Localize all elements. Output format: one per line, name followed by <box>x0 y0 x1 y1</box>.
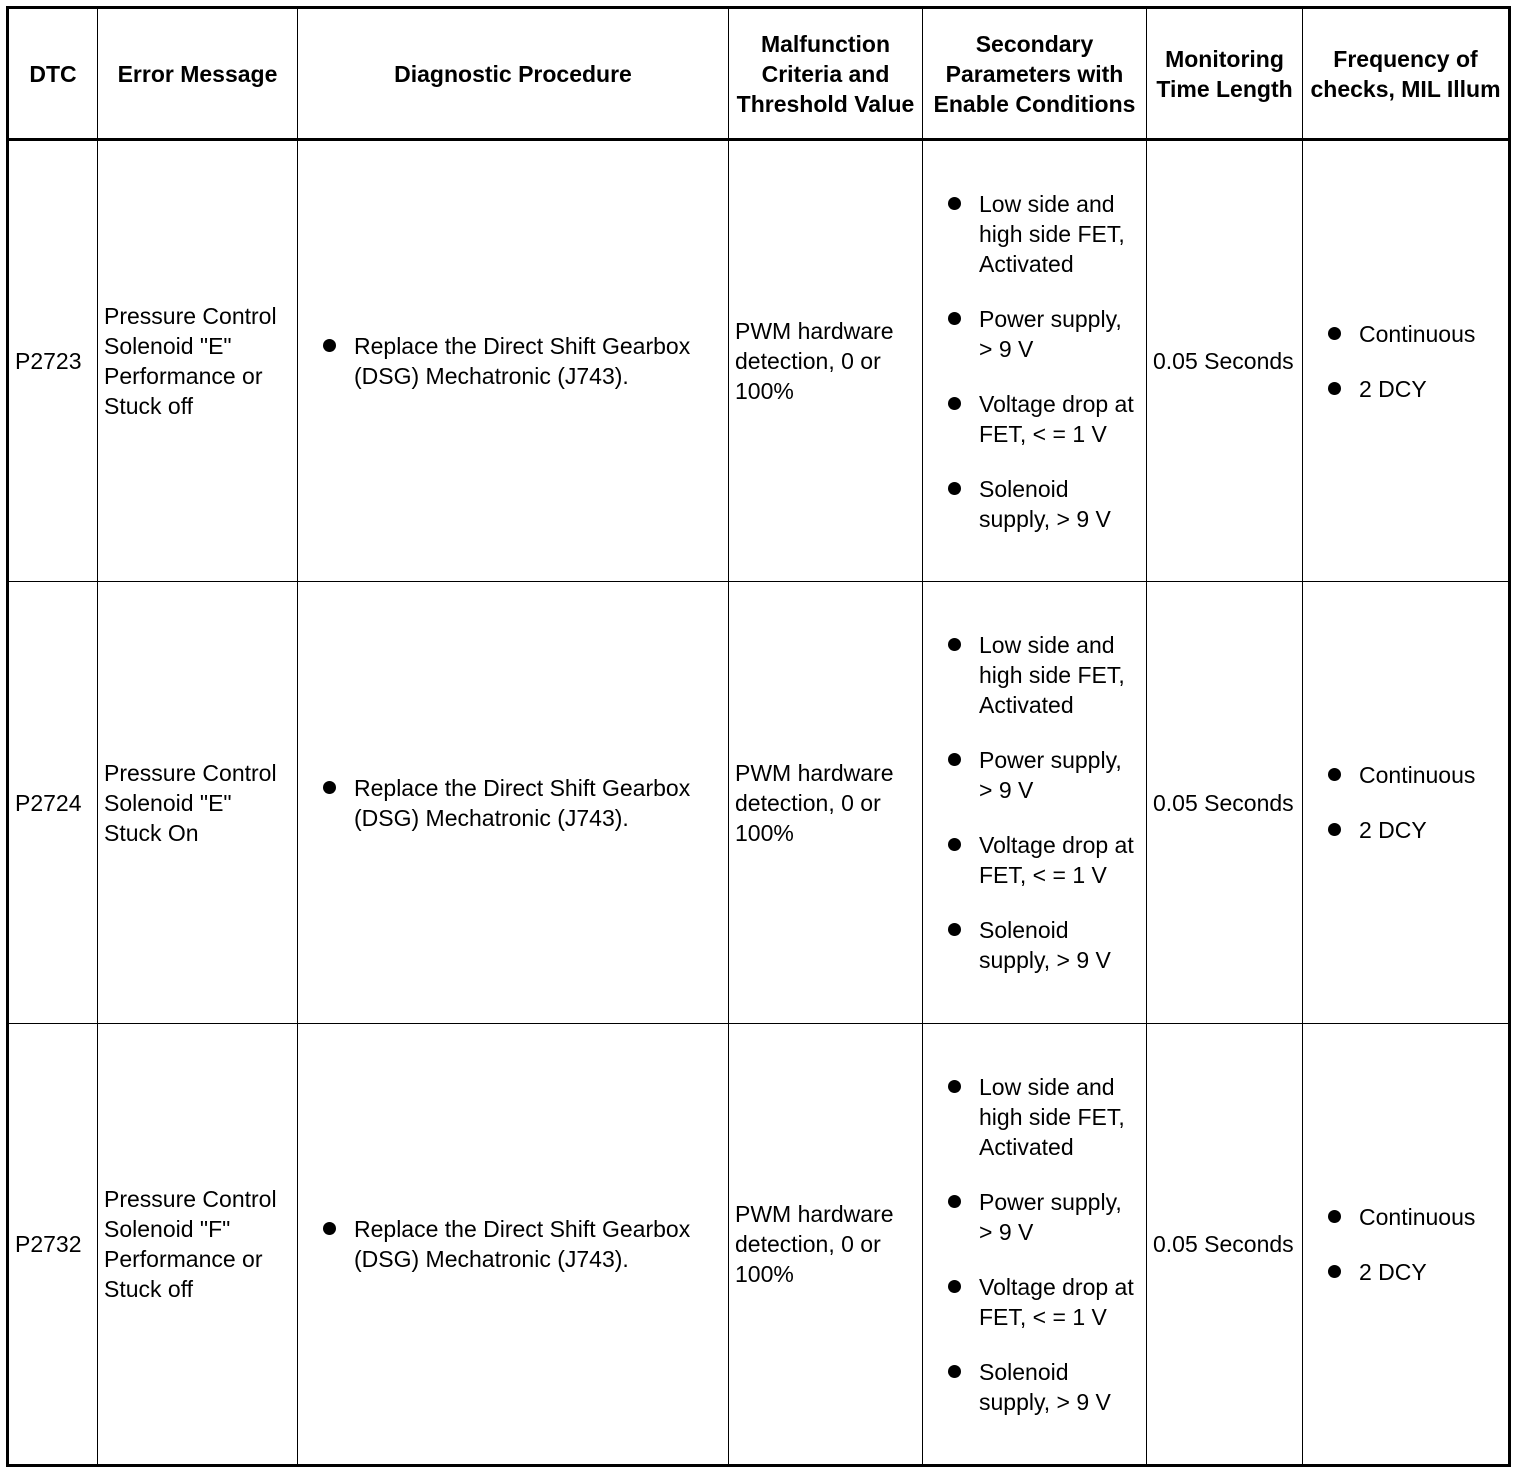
table-body <box>8 140 1510 1466</box>
dtc-code: P2724 <box>8 582 98 1024</box>
dtc-code: P2723 <box>8 140 98 582</box>
frequency-list <box>1309 319 1502 404</box>
table-row <box>8 582 1510 1024</box>
frequency-item: Continuous <box>1309 760 1502 790</box>
malfunction-criteria: PWM hardware detection, 0 or 100% <box>729 582 923 1024</box>
header-row <box>8 8 1510 140</box>
table-row <box>8 1024 1510 1466</box>
procedure-item: Replace the Direct Shift Gearbox (DSG) Mechatronic (J743). <box>304 1214 722 1274</box>
frequency-item: Continuous <box>1309 1202 1502 1232</box>
procedure-item: Replace the Direct Shift Gearbox (DSG) Mechatronic (J743). <box>304 331 722 391</box>
secondary-parameters <box>923 140 1147 582</box>
secondary-list <box>929 1072 1140 1417</box>
error-message: Pressure Control Solenoid "F" Performance or Stuck off <box>98 1024 298 1466</box>
secondary-item: Power supply, > 9 V <box>929 1187 1140 1247</box>
secondary-parameters <box>923 582 1147 1024</box>
dtc-code: P2732 <box>8 1024 98 1466</box>
secondary-list <box>929 630 1140 975</box>
frequency <box>1303 582 1510 1024</box>
table-row <box>8 140 1510 582</box>
monitoring-time: 0.05 Seconds <box>1147 1024 1303 1466</box>
malfunction-criteria: PWM hardware detection, 0 or 100% <box>729 1024 923 1466</box>
frequency <box>1303 140 1510 582</box>
secondary-item: Voltage drop at FET, < = 1 V <box>929 389 1140 449</box>
header-monitoring-time: Monitoring Time Length <box>1147 8 1303 140</box>
secondary-item: Solenoid supply, > 9 V <box>929 474 1140 534</box>
secondary-item: Low side and high side FET, Activated <box>929 1072 1140 1162</box>
secondary-list <box>929 189 1140 534</box>
malfunction-criteria: PWM hardware detection, 0 or 100% <box>729 140 923 582</box>
frequency-item: 2 DCY <box>1309 374 1502 404</box>
procedure-item: Replace the Direct Shift Gearbox (DSG) Mechatronic (J743). <box>304 773 722 833</box>
header-diagnostic-procedure: Diagnostic Procedure <box>298 8 729 140</box>
secondary-item: Voltage drop at FET, < = 1 V <box>929 830 1140 890</box>
monitoring-time: 0.05 Seconds <box>1147 582 1303 1024</box>
header-secondary-parameters: Secondary Parameters with Enable Conditions <box>923 8 1147 140</box>
frequency-item: Continuous <box>1309 319 1502 349</box>
secondary-item: Power supply, > 9 V <box>929 304 1140 364</box>
header-dtc: DTC <box>8 8 98 140</box>
header-malfunction-criteria: Malfunction Criteria and Threshold Value <box>729 8 923 140</box>
diagnostic-procedure <box>298 140 729 582</box>
frequency-list <box>1309 760 1502 845</box>
frequency <box>1303 1024 1510 1466</box>
monitoring-time: 0.05 Seconds <box>1147 140 1303 582</box>
frequency-item: 2 DCY <box>1309 815 1502 845</box>
secondary-item: Low side and high side FET, Activated <box>929 189 1140 279</box>
table-header <box>8 8 1510 140</box>
procedure-list <box>304 331 722 391</box>
frequency-list <box>1309 1202 1502 1287</box>
secondary-item: Low side and high side FET, Activated <box>929 630 1140 720</box>
header-frequency: Frequency of checks, MIL Illum <box>1303 8 1510 140</box>
header-error-message: Error Message <box>98 8 298 140</box>
error-message: Pressure Control Solenoid "E" Performance or Stuck off <box>98 140 298 582</box>
secondary-item: Solenoid supply, > 9 V <box>929 915 1140 975</box>
error-message: Pressure Control Solenoid "E" Stuck On <box>98 582 298 1024</box>
frequency-item: 2 DCY <box>1309 1257 1502 1287</box>
secondary-item: Solenoid supply, > 9 V <box>929 1357 1140 1417</box>
dtc-table <box>6 6 1511 1467</box>
diagnostic-procedure <box>298 582 729 1024</box>
secondary-item: Power supply, > 9 V <box>929 745 1140 805</box>
procedure-list <box>304 1214 722 1274</box>
secondary-item: Voltage drop at FET, < = 1 V <box>929 1272 1140 1332</box>
procedure-list <box>304 773 722 833</box>
secondary-parameters <box>923 1024 1147 1466</box>
diagnostic-procedure <box>298 1024 729 1466</box>
